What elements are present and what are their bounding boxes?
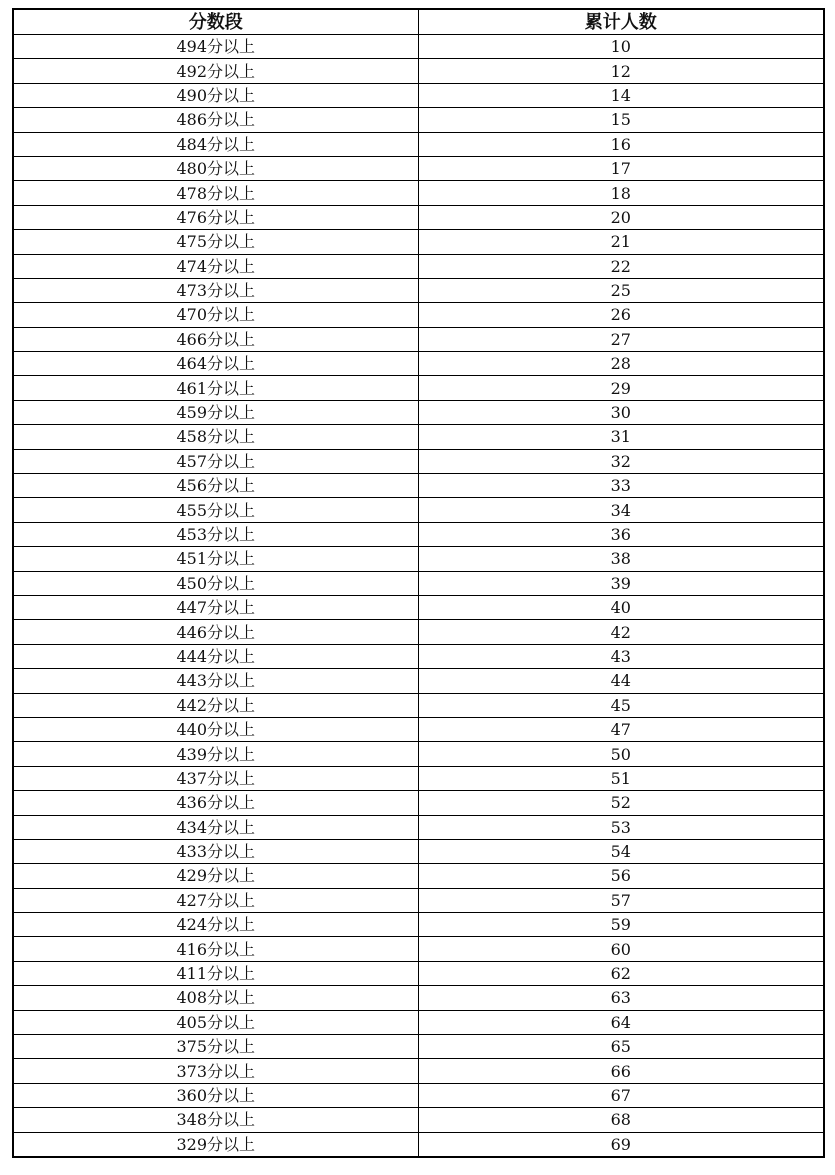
table-row (13, 1059, 824, 1083)
table-row (13, 864, 824, 888)
table-row (13, 327, 824, 351)
table-row (13, 547, 824, 571)
cumulative-count-cell: 62 (418, 961, 824, 985)
score-distribution-table (12, 8, 825, 1158)
table-row (13, 352, 824, 376)
cumulative-count-cell: 63 (418, 986, 824, 1010)
score-range-cell: 329分以上 (13, 1132, 418, 1157)
cumulative-count-cell: 10 (418, 35, 824, 59)
score-range-cell: 450分以上 (13, 571, 418, 595)
score-range-cell: 411分以上 (13, 961, 418, 985)
table-row (13, 1132, 824, 1157)
table-row (13, 1010, 824, 1034)
table-row (13, 595, 824, 619)
cumulative-count-cell: 57 (418, 888, 824, 912)
score-range-cell: 474分以上 (13, 254, 418, 278)
score-range-cell: 492分以上 (13, 59, 418, 83)
score-range-cell: 494分以上 (13, 35, 418, 59)
table-row (13, 254, 824, 278)
score-range-cell: 478分以上 (13, 181, 418, 205)
cumulative-count-cell: 42 (418, 620, 824, 644)
score-range-cell: 490分以上 (13, 83, 418, 107)
cumulative-count-cell: 67 (418, 1083, 824, 1107)
table-row (13, 181, 824, 205)
cumulative-count-cell: 29 (418, 376, 824, 400)
cumulative-count-cell: 14 (418, 83, 824, 107)
table-row (13, 400, 824, 424)
cumulative-count-cell: 33 (418, 474, 824, 498)
cumulative-count-cell: 12 (418, 59, 824, 83)
table-row (13, 83, 824, 107)
table-row (13, 278, 824, 302)
score-range-cell: 476分以上 (13, 205, 418, 229)
score-range-cell: 434分以上 (13, 815, 418, 839)
cumulative-count-cell: 39 (418, 571, 824, 595)
table-row (13, 132, 824, 156)
cumulative-count-cell: 25 (418, 278, 824, 302)
table-row (13, 449, 824, 473)
score-range-cell: 456分以上 (13, 474, 418, 498)
table-row (13, 156, 824, 180)
score-range-cell: 440分以上 (13, 717, 418, 741)
cumulative-count-cell: 44 (418, 669, 824, 693)
score-range-cell: 408分以上 (13, 986, 418, 1010)
table-row (13, 961, 824, 985)
score-range-cell: 443分以上 (13, 669, 418, 693)
cumulative-count-cell: 16 (418, 132, 824, 156)
cumulative-count-cell: 66 (418, 1059, 824, 1083)
score-distribution-sheet (12, 8, 823, 1158)
cumulative-count-cell: 32 (418, 449, 824, 473)
score-range-cell: 427分以上 (13, 888, 418, 912)
score-range-cell: 486分以上 (13, 108, 418, 132)
cumulative-count-cell: 50 (418, 742, 824, 766)
cumulative-count-cell: 68 (418, 1108, 824, 1132)
score-range-cell: 439分以上 (13, 742, 418, 766)
cumulative-count-cell: 27 (418, 327, 824, 351)
score-range-cell: 480分以上 (13, 156, 418, 180)
score-range-cell: 461分以上 (13, 376, 418, 400)
score-range-cell: 457分以上 (13, 449, 418, 473)
table-row (13, 303, 824, 327)
score-range-cell: 424分以上 (13, 913, 418, 937)
cumulative-count-cell: 30 (418, 400, 824, 424)
score-range-cell: 348分以上 (13, 1108, 418, 1132)
table-row (13, 791, 824, 815)
cumulative-count-cell: 47 (418, 717, 824, 741)
score-range-cell: 451分以上 (13, 547, 418, 571)
table-row (13, 986, 824, 1010)
cumulative-count-cell: 26 (418, 303, 824, 327)
cumulative-count-cell: 54 (418, 839, 824, 863)
cumulative-count-cell: 20 (418, 205, 824, 229)
score-range-cell: 453分以上 (13, 522, 418, 546)
cumulative-count-cell: 36 (418, 522, 824, 546)
score-range-cell: 429分以上 (13, 864, 418, 888)
table-row (13, 839, 824, 863)
cumulative-count-cell: 56 (418, 864, 824, 888)
table-row (13, 474, 824, 498)
table-row (13, 815, 824, 839)
table-row (13, 913, 824, 937)
table-row (13, 693, 824, 717)
table-header-row (13, 9, 824, 35)
cumulative-count-cell: 17 (418, 156, 824, 180)
table-row (13, 498, 824, 522)
table-row (13, 766, 824, 790)
score-range-cell: 464分以上 (13, 352, 418, 376)
cumulative-count-cell: 53 (418, 815, 824, 839)
table-row (13, 522, 824, 546)
score-range-cell: 473分以上 (13, 278, 418, 302)
table-body (13, 35, 824, 1157)
table-row (13, 620, 824, 644)
table-row (13, 1108, 824, 1132)
cumulative-count-cell: 22 (418, 254, 824, 278)
cumulative-count-cell: 21 (418, 230, 824, 254)
score-range-cell: 484分以上 (13, 132, 418, 156)
header-score-range: 分数段 (13, 9, 418, 35)
cumulative-count-cell: 45 (418, 693, 824, 717)
header-cumulative-count: 累计人数 (418, 9, 824, 35)
cumulative-count-cell: 43 (418, 644, 824, 668)
table-row (13, 669, 824, 693)
table-row (13, 230, 824, 254)
score-range-cell: 458分以上 (13, 425, 418, 449)
score-range-cell: 447分以上 (13, 595, 418, 619)
score-range-cell: 455分以上 (13, 498, 418, 522)
table-row (13, 571, 824, 595)
cumulative-count-cell: 38 (418, 547, 824, 571)
score-range-cell: 466分以上 (13, 327, 418, 351)
cumulative-count-cell: 40 (418, 595, 824, 619)
table-row (13, 888, 824, 912)
score-range-cell: 459分以上 (13, 400, 418, 424)
cumulative-count-cell: 60 (418, 937, 824, 961)
cumulative-count-cell: 69 (418, 1132, 824, 1157)
score-range-cell: 433分以上 (13, 839, 418, 863)
table-row (13, 644, 824, 668)
score-range-cell: 416分以上 (13, 937, 418, 961)
score-range-cell: 405分以上 (13, 1010, 418, 1034)
cumulative-count-cell: 52 (418, 791, 824, 815)
table-row (13, 35, 824, 59)
cumulative-count-cell: 59 (418, 913, 824, 937)
cumulative-count-cell: 31 (418, 425, 824, 449)
score-range-cell: 470分以上 (13, 303, 418, 327)
cumulative-count-cell: 34 (418, 498, 824, 522)
cumulative-count-cell: 51 (418, 766, 824, 790)
score-range-cell: 444分以上 (13, 644, 418, 668)
score-range-cell: 375分以上 (13, 1035, 418, 1059)
cumulative-count-cell: 18 (418, 181, 824, 205)
table-row (13, 205, 824, 229)
table-row (13, 1035, 824, 1059)
score-range-cell: 436分以上 (13, 791, 418, 815)
score-range-cell: 360分以上 (13, 1083, 418, 1107)
score-range-cell: 437分以上 (13, 766, 418, 790)
cumulative-count-cell: 15 (418, 108, 824, 132)
score-range-cell: 475分以上 (13, 230, 418, 254)
table-row (13, 59, 824, 83)
score-range-cell: 373分以上 (13, 1059, 418, 1083)
table-row (13, 717, 824, 741)
table-row (13, 742, 824, 766)
table-row (13, 108, 824, 132)
table-row (13, 937, 824, 961)
table-row (13, 1083, 824, 1107)
cumulative-count-cell: 64 (418, 1010, 824, 1034)
table-row (13, 425, 824, 449)
score-range-cell: 446分以上 (13, 620, 418, 644)
cumulative-count-cell: 65 (418, 1035, 824, 1059)
score-range-cell: 442分以上 (13, 693, 418, 717)
cumulative-count-cell: 28 (418, 352, 824, 376)
table-row (13, 376, 824, 400)
